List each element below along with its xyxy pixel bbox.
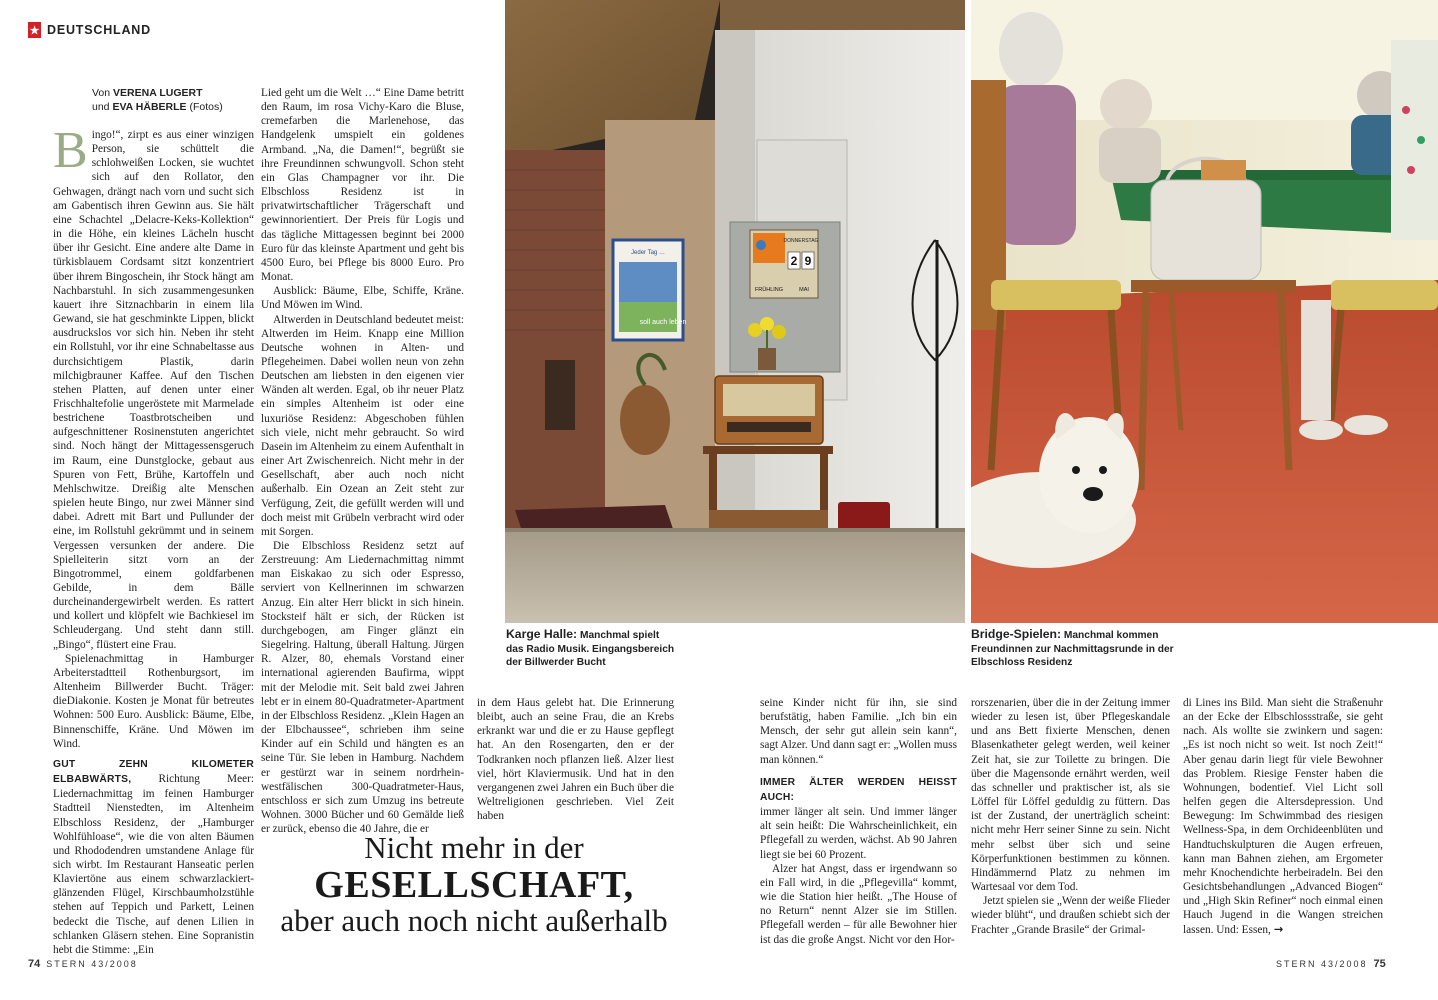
continue-arrow-icon: → (1273, 922, 1284, 936)
paragraph: seine Kinder nicht für ihn, sie sind berufstätig, haben Familie. „Ich bin ein Mensch, der sehr gut allein sein kann“, sagt Alzer. Und dann sagt er: „Wollen muss man können.“ (760, 697, 957, 766)
folio-right (1276, 958, 1392, 970)
stern-logo: ★ (28, 22, 41, 38)
photo-hall (505, 0, 965, 623)
article-column-4 (760, 696, 957, 947)
byline (92, 86, 223, 114)
caption-bridge (971, 628, 1211, 670)
magazine-issue-left: STERN 43/2008 (46, 959, 138, 969)
caption-text: Manchmal spielt das Radio Musik. Eingangsbereich der Billwerder Bucht (506, 630, 675, 668)
paragraph: Spielenachmittag in Hamburger Arbeiterstadtteil Rothenburgsort, im Altenheim Billwerder Bucht. Träger: dieDiakonie. Kosten je Monat für betreutes Wohnen: 500 Euro. Ausblick: Bäume, Elbe, Binnenschiffe, Kräne. Und Möwen im Wind. (53, 652, 254, 750)
calendar-day-2: 9 (804, 254, 812, 268)
pull-quote-line-2: GESELLSCHAFT, (314, 864, 634, 906)
paragraph (53, 122, 254, 652)
pull-quote-line-1: Nicht mehr in der (364, 830, 584, 865)
paragraph: Alzer hat Angst, dass er irgendwann so ein Fall wird, in die „Pflegevilla“ kommt, wie die Station hier heißt. „The House of no Return“ nennt Alzer sie im Stillen. Pflegefall werden – für alle Bewohner hier ist das die große Angst. Nicht vor den Hor- (760, 862, 957, 946)
calendar-season: FRÜHLING (754, 287, 784, 293)
section-header (28, 22, 151, 38)
page-number-left: 74 (28, 958, 41, 970)
paragraph: Altwerden in Deutschland bedeutet meist: Altwerden im Heim. Knapp eine Million Deutsche wohnen in Alten- und Pflegeheimen. Dabei wollen neun von zehn Deutschen am liebsten in den eigenen vier Wänden alt werden. Egal, ob ihr neuer Platz ein simples Altenheim ist oder eine luxuriöse Residenz: Abgeschoben fühlen sich viele, nicht mehr gebraucht. So wird Dasein im Altenheim zu einem Aufenthalt in einer Art Zwischenreich. Nicht mehr in der Gesellschaft, aber auch noch nicht außerhalb. Ein Ozean an Zeit steht zur Verfügung, Zeit, die gefüllt werden will und doch meist mit Grübeln verbracht wird oder mit Sorgen. (261, 313, 464, 538)
folio-left (28, 958, 138, 970)
paragraph (53, 757, 254, 957)
poster-top-text: Jeder Tag … (631, 250, 665, 256)
article-column-5 (971, 696, 1170, 937)
magazine-issue-right: STERN 43/2008 (1276, 959, 1368, 969)
article-column-6 (1183, 696, 1383, 937)
calendar-day-1: 2 (790, 254, 798, 268)
poster-word: soll auch leben (639, 319, 687, 326)
paragraph: rorszenarien, über die in der Zeitung immer wieder zu lesen ist, über Pflegeskandale und ans Bett fixierte Menschen, denen Blasenkatheter gelegt werden, weil keiner Zeit hat, sie zur Toilette zu bringen. Die über die Magensonde ernährt werden, weil das schneller und praktischer ist, als sie Löffel für Löffel geduldig zu füttern. Das ist der Zustand, der unerträglich scheint: nicht mehr Herr seiner Sinne zu sein. Nicht mehr selbst über sich und seine Körperfunktionen bestimmen zu können. Hindämmernd Platz zu nehmen im Wartesaal vor dem Tod. (971, 697, 1170, 894)
byline-author: VERENA LUGERT (113, 87, 203, 99)
page-number-right: 75 (1373, 958, 1386, 970)
paragraph-text: di Lines ins Bild. Man sieht die Straßenuhr an der Ecke der Elbschlossstraße, sie geht nach. Als wollte sie zwinkern und sagen: „Es ist noch nicht so weit. Ist noch Zeit!“ Aber genau darin liegt für viele Bewohner das Problem. Riesige Fenster haben die Wohnungen, bodentief. Viel Licht soll helfen gegen die Altersdepression. Und Bewegung: Im Schwimmbad des riesigen Wellness-Spa, in dem Orchideenblüten und Handtuchskulpturen die Augen erfreuen, kann man Bahnen ziehen, am Ergometer mehr Knochendichte herbeiradeln. Bei den Gesichtsbehandlungen „Advanced Biogen“ und „High Skin Refiner“ noch einmal einen Hauch Jugend in die Wangen streichen lassen. Und: Essen, (1183, 697, 1383, 936)
article-column-2 (261, 86, 464, 836)
caption-lead: Bridge-Spielen: (971, 627, 1062, 641)
drop-cap: B (53, 122, 88, 179)
bridge-illustration (971, 0, 1438, 623)
paragraph: immer länger alt sein. Und immer länger alt sein heißt: Die Wahrscheinlichkeit, ein Pflegefall zu werden, wächst. Ab 90 Jahren liegt sie bei 60 Prozent. (760, 806, 957, 861)
pull-quote (262, 830, 686, 938)
hall-illustration (505, 0, 965, 623)
byline-photographer: EVA HÄBERLE (112, 101, 187, 113)
caption-hall (506, 628, 676, 670)
caption-text: Manchmal kommen Freundinnen zur Nachmittagsrunde in der Elbschloss Residenz (971, 630, 1174, 668)
article-column-1 (53, 122, 255, 957)
calendar-weekday: DONNERSTAG (783, 238, 819, 244)
caption-lead: Karge Halle: (506, 627, 578, 641)
article-column-3 (477, 696, 674, 823)
paragraph: Ausblick: Bäume, Elbe, Schiffe, Kräne. Und Möwen im Wind. (261, 285, 464, 312)
pull-quote-line-3: aber auch noch nicht außerhalb (280, 903, 668, 938)
subheading (760, 775, 957, 805)
subheading: GUT ZEHN KILOMETER ELBABWÄRTS, (53, 758, 254, 786)
paragraph: Die Elbschloss Residenz setzt auf Zerstreuung: Am Liedernachmittag nimmt man Eiskakao zu sich oder Espresso, serviert von Kellnerinnen im schwarzen Anzug. Ein alter Herr blickt in sich hinein. Stocksteif hält er sich, der Rücken ist durchgebogen, am Finger glänzt ein Siegelring. Haltung, überall Haltung. Jürgen R. Alzer, 80, ehemals Vorstand einer international agierenden Baufirma, wippt mit der Melodie mit. Seit bald zwei Jahren lebt er in einem 80-Quadratmeter-Apartment in der Elbschloss Residenz. „Klein Hagen an der Elbchaussee“, schrieben ihm seine Kinder auf ein Schild und hängten es an seine Tür. Sie leben in Hamburg. Nachdem er gestürzt war in seinem nordrhein-westfälischen 300-Quadratmeter-Haus, entschloss er sich zum Umzug ins betreute Wohnen. 3000 Bücher und 60 Gemälde ließ er zurück, ebenso die 40 Jahre, die er (261, 540, 464, 836)
subheading-text: IMMER ÄLTER WERDEN HEISST AUCH: (760, 776, 957, 803)
section-label: DEUTSCHLAND (47, 23, 151, 37)
paragraph: Jetzt spielen sie „Wenn der weiße Flieder wieder blüht“, und draußen schiebt sich der Frachter „Grande Brasile“ der Grimal- (971, 895, 1170, 936)
paragraph (1183, 696, 1383, 937)
byline-by: Von (92, 87, 111, 99)
calendar-month: MAI (799, 287, 809, 293)
byline-and: und (92, 101, 110, 113)
paragraph: in dem Haus gelebt hat. Die Erinnerung bleibt, auch an seine Frau, die an Krebs erkrankt war und die er zu Hause gepflegt hat. An den Rosengarten, den er der Todkranken noch pflanzen ließ. Alzer liest viel, hört Klaviermusik. Und hat in den vergangenen zwei Jahren ein Buch über die Weltreligionen geschrieben. Viel Zeit haben (477, 697, 674, 823)
paragraph-text: ingo!“, zirpt es aus einer winzigen Person, sie schüttelt die schlohweißen Locken, sie wuchtet sich auf den Rollator, den Gehwagen, drängt nach vorn und sucht sich am Gabentisch ihren Gewinn aus. Sie hält eine Schachtel „Delacre-Keks-Kollektion“ in die Höhe, ein kleines Lächeln huscht über ihr Gesicht. Eine andere alte Dame in türkisblauem Cordsamt sitzt konzentriert über ihrem Bingoschein, ihr Stock hängt am Nachbarstuhl. In sich zusammengesunken kauert ihre Sitznachbarin in einem lila Gewand, sie hat geschminkte Lippen, blickt ausdruckslos vor sich hin. Neben ihr steht ein Rollstuhl, vor ihr eine Schnabeltasse aus durchsichtigem Plastik, darin milchigbrauner Kaffee. Auf den Tischen stehen Platten, auf denen unter einer Frischhaltefolie ungeröstete mit Marmelade bestrichene Toastbrotscheiben und aufgeschnittener Rosinenstuten angerichtet sind. Noch hängt der Mittagessensgeruch im Raum, eine Dunstglocke, gebaut aus Spuren von Fett, Brühe, Kartoffeln und Mehlschwitze. Dreißig alte Menschen spielen heute Bingo, nur zwei Männer sind dabei. Adrett mit Bart und Pullunder der eine, im Rollstuhl gekrümmt und in seinem Vergessen versunken der andere. Die Spielleiterin sitzt vorn an der Bingotrommel, einem goldfarbenen Gebilde, in dem Bälle durcheinandergewirbelt werden. Es rattert und kollert und klöpfelt wie Bachkiesel im Schleudergang. Und steht dann still. „Bingo“, flüstert eine Frau. (53, 129, 254, 651)
photo-bridge (971, 0, 1438, 623)
paragraph-text: Richtung Meer: Liedernachmittag im feinen Hamburger Stadtteil Nienstedten, im Altenheim Elbschloss Residenz, der „Hamburger Wohlfühloase“, wie die von alten Bäumen und Rhododendren umstandene Anlage für sich wirbt. Im Restaurant Hanseatic perlen Klaviertöne aus einem schwarzlackiert-glänzenden Flügel, Kirschbaumholzstühle stehen auf Teppich und Parkett, Leinen bedeckt die Tische, auf denen Lilien in schlanken Gläsern stehen. Eine Sopranistin hebt die Stimme: „Ein (53, 773, 255, 956)
paragraph: Lied geht um die Welt …“ Eine Dame betritt den Raum, im rosa Vichy-Karo die Bluse, cremefarben die Marlenehose, das Handgelenk umspielt ein goldenes Armband. „Na, die Damen!“, begrüßt sie ihre Freundinnen schwungvoll. Schon steht ein Glas Champagner vor ihr. Die Elbschloss Residenz ist in privatwirtschaftlicher Trägerschaft und gewinnorientiert. Der Preis für Logis und das tägliche Mittagessen beginnt bei 2000 Euro für das kleinste Apartment und geht bis 4500 Euro, bei Pflege bis 8000 Euro. Pro Monat. (261, 87, 464, 284)
byline-role: (Fotos) (189, 101, 223, 113)
